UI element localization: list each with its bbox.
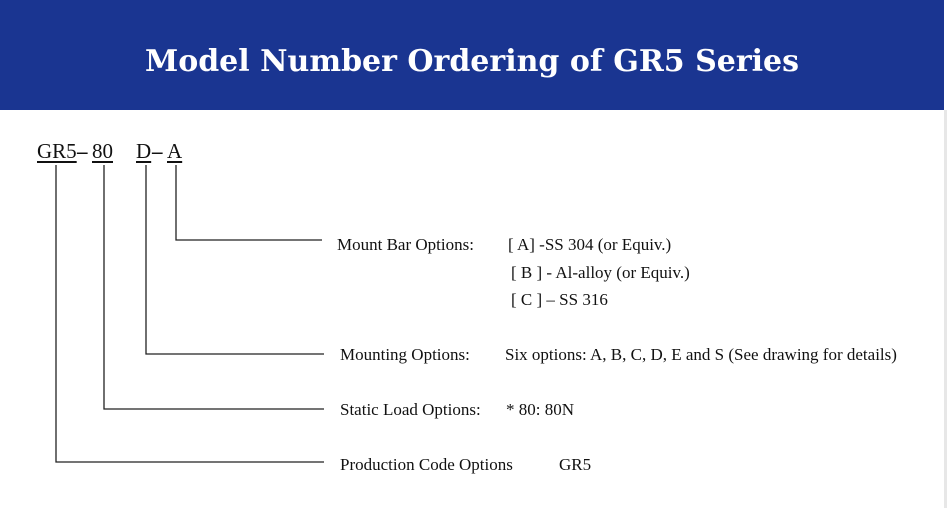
option-label-static-load: Static Load Options: bbox=[340, 400, 481, 419]
code-segment-mounting: D bbox=[136, 139, 152, 163]
code-separator: – bbox=[77, 139, 88, 163]
option-value: [ B ] - Al-alloy (or Equiv.) bbox=[511, 263, 690, 282]
code-segment-static-load: 80 bbox=[92, 139, 113, 163]
connector-mounting bbox=[146, 165, 324, 354]
option-value: GR5 bbox=[559, 455, 592, 474]
option-label-production-code: Production Code Options bbox=[340, 455, 513, 474]
option-value: [ C ] – SS 316 bbox=[511, 290, 608, 309]
option-label-mount-bar: Mount Bar Options: bbox=[337, 235, 474, 254]
code-segment-mount-bar: A bbox=[167, 139, 183, 163]
connector-production-code bbox=[56, 165, 324, 462]
code-separator: – bbox=[152, 139, 163, 163]
option-value: [ A] -SS 304 (or Equiv.) bbox=[508, 235, 672, 254]
connector-mount-bar bbox=[176, 165, 322, 240]
option-value: Six options: A, B, C, D, E and S (See drawing for details) bbox=[505, 345, 897, 364]
code-segment-production: GR5 bbox=[37, 139, 77, 163]
option-label-mounting: Mounting Options: bbox=[340, 345, 470, 364]
page-title: Model Number Ordering of GR5 Series bbox=[144, 44, 799, 79]
option-value: * 80: 80N bbox=[506, 400, 574, 419]
connector-static-load bbox=[104, 165, 324, 409]
